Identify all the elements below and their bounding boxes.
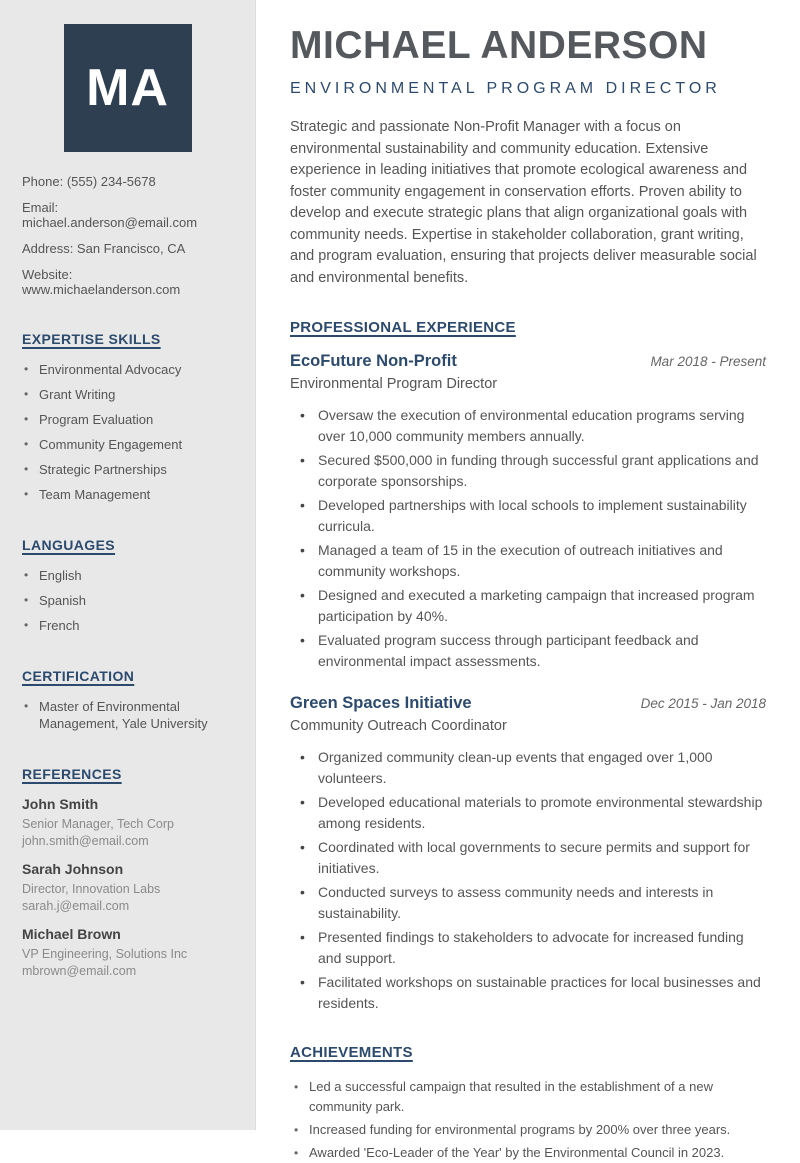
list-item: • Grant Writing xyxy=(22,386,233,403)
list-item: • Developed educational materials to promote environmental stewardship among residents. xyxy=(290,792,766,834)
list-item: • Conducted surveys to assess community needs and interests in sustainability. xyxy=(290,882,766,924)
job-bullet-list xyxy=(290,405,766,672)
languages-list xyxy=(22,567,233,634)
contact-email: Email: michael.anderson@email.com xyxy=(22,200,198,230)
list-item: • Organized community clean-up events that engaged over 1,000 volunteers. xyxy=(290,747,766,789)
list-item: • Program Evaluation xyxy=(22,411,233,428)
list-item: • Strategic Partnerships xyxy=(22,461,233,478)
skills-heading: EXPERTISE SKILLS xyxy=(22,331,161,347)
languages-heading: LANGUAGES xyxy=(22,537,116,553)
job-header xyxy=(290,694,766,713)
company-name: EcoFuture Non-Profit xyxy=(290,352,457,370)
reference-entry xyxy=(22,861,233,915)
summary-paragraph: Strategic and passionate Non-Profit Manager with a focus on environmental sustainability and community education. Extensive experience in leading initiatives that promote ecological awareness and foster community engagement in conservation efforts. Proven ability to develop and execute strategic plans that align organizational goals with community needs. Expertise in stakeholder collaboration, grant writing, and program evaluation, ensuring that projects deliver measurable social and environmental benefits. xyxy=(290,119,757,286)
job-bullet-list xyxy=(290,747,766,1014)
reference-name: Sarah Johnson xyxy=(22,861,124,877)
references-heading: REFERENCES xyxy=(22,766,122,782)
avatar xyxy=(64,24,192,152)
page-title: MICHAEL ANDERSON xyxy=(290,24,708,67)
list-item: • Increased funding for environmental programs by 200% over three years. xyxy=(290,1120,766,1140)
job-entry xyxy=(290,694,766,1014)
job-dates: Mar 2018 - Present xyxy=(650,354,766,369)
job-entry xyxy=(290,352,766,672)
contact-website: Website: www.michaelanderson.com xyxy=(22,267,181,297)
contact-phone: Phone: (555) 234-5678 xyxy=(22,174,156,189)
job-role: Community Outreach Coordinator xyxy=(290,718,507,734)
list-item: • Secured $500,000 in funding through successful grant applications and corporate sponsorships. xyxy=(290,450,766,492)
reference-role: VP Engineering, Solutions Inc xyxy=(22,947,188,961)
achievements-list xyxy=(290,1077,766,1163)
list-item: • Evaluated program success through participant feedback and environmental impact assessments. xyxy=(290,630,766,672)
list-item: • Awarded 'Eco-Leader of the Year' by the Environmental Council in 2023. xyxy=(290,1143,766,1163)
sidebar xyxy=(0,0,256,1130)
list-item: • Developed partnerships with local schools to implement sustainability curricula. xyxy=(290,495,766,537)
job-header xyxy=(290,352,766,371)
job-dates: Dec 2015 - Jan 2018 xyxy=(640,696,766,711)
contact-address: Address: San Francisco, CA xyxy=(22,241,186,256)
list-item: • English xyxy=(22,567,233,584)
certification-list xyxy=(22,698,233,732)
list-item: • Facilitated workshops on sustainable practices for local businesses and residents. xyxy=(290,972,766,1014)
list-item: • Presented findings to stakeholders to advocate for increased funding and support. xyxy=(290,927,766,969)
certification-heading: CERTIFICATION xyxy=(22,668,135,684)
achievements-heading: ACHIEVEMENTS xyxy=(290,1044,413,1061)
list-item: • Master of Environmental Management, Yale University xyxy=(22,698,233,732)
reference-name: Michael Brown xyxy=(22,926,121,942)
experience-heading: PROFESSIONAL EXPERIENCE xyxy=(290,319,516,336)
reference-name: John Smith xyxy=(22,796,99,812)
company-name: Green Spaces Initiative xyxy=(290,694,472,712)
avatar-initials: MA xyxy=(86,59,169,117)
professional-title: ENVIRONMENTAL PROGRAM DIRECTOR xyxy=(290,80,721,97)
skills-list xyxy=(22,361,233,503)
list-item: • Coordinated with local governments to secure permits and support for initiatives. xyxy=(290,837,766,879)
list-item: • Environmental Advocacy xyxy=(22,361,233,378)
reference-entry xyxy=(22,796,233,850)
reference-role: Senior Manager, Tech Corp xyxy=(22,817,174,831)
contact-info xyxy=(22,174,233,297)
list-item: • Community Engagement xyxy=(22,436,233,453)
list-item: • Spanish xyxy=(22,592,233,609)
list-item: • Team Management xyxy=(22,486,233,503)
list-item: • French xyxy=(22,617,233,634)
reference-email: john.smith@email.com xyxy=(22,834,149,848)
main-content xyxy=(256,0,800,1160)
reference-email: sarah.j@email.com xyxy=(22,899,130,913)
list-item: • Oversaw the execution of environmental education programs serving over 10,000 community members annually. xyxy=(290,405,766,447)
reference-entry xyxy=(22,926,233,980)
reference-email: mbrown@email.com xyxy=(22,964,137,978)
job-role: Environmental Program Director xyxy=(290,376,498,392)
list-item: • Managed a team of 15 in the execution of outreach initiatives and community workshops. xyxy=(290,540,766,582)
list-item: • Designed and executed a marketing campaign that increased program participation by 40%. xyxy=(290,585,766,627)
list-item: • Led a successful campaign that resulted in the establishment of a new community park. xyxy=(290,1077,766,1117)
reference-role: Director, Innovation Labs xyxy=(22,882,161,896)
